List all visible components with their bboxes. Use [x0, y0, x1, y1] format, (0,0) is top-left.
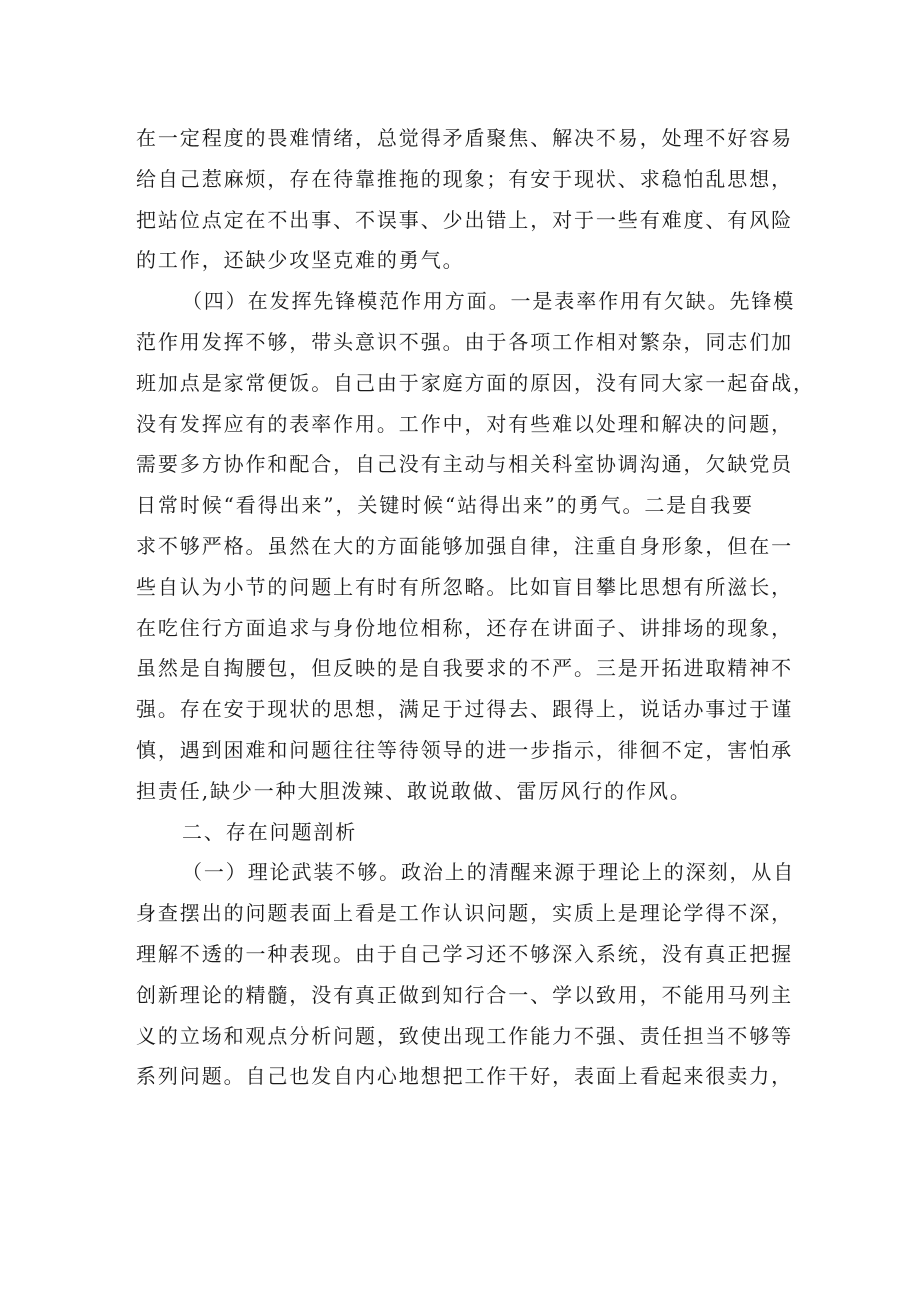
document-body — [136, 118, 815, 1097]
text-line: 日常时候“看得出来”，关键时候“站得出来”的勇气。二是自我要 — [136, 493, 754, 518]
text-line: 的工作，还缺少攻坚克难的勇气。 — [136, 248, 465, 273]
text-line: 把站位点定在不出事、不误事、少出错上，对于一些有难度、有风险 — [136, 207, 793, 232]
text-line: 在吃住行方面追求与身份地位相称，还存在讲面子、讲排场的现象， — [136, 615, 793, 640]
text-line: 身查摆出的问题表面上看是工作认识问题，实质上是理论学得不深， — [136, 901, 793, 926]
text-line: 些自认为小节的问题上有时有所忽略。比如盲目攀比思想有所滋长， — [136, 574, 793, 599]
section-heading: 二、存在问题剖析 — [182, 819, 358, 844]
text-line: 义的立场和观点分析问题，致使出现工作能力不强、责任担当不够等 — [136, 1023, 793, 1048]
paragraph-start-line: （四）在发挥先锋模范作用方面。一是表率作用有欠缺。先锋模 — [182, 289, 796, 314]
text-line: 系列问题。自己也发自内心地想把工作干好，表面上看起来很卖力， — [136, 1064, 793, 1089]
text-line: 虽然是自掏腰包，但反映的是自我要求的不严。三是开拓进取精神不 — [136, 656, 793, 681]
text-line: 没有发挥应有的表率作用。工作中，对有些难以处理和解决的问题， — [136, 411, 793, 436]
text-line: 担责任,缺少一种大胆泼辣、敢说敢做、雷厉风行的作风。 — [136, 778, 692, 803]
text-line: 范作用发挥不够，带头意识不强。由于各项工作相对繁杂，同志们加 — [136, 329, 793, 354]
text-line: 慎，遇到困难和问题往往等待领导的进一步指示，徘徊不定，害怕承 — [136, 737, 793, 762]
text-line: 在一定程度的畏难情绪，总觉得矛盾聚焦、解决不易，处理不好容易 — [136, 126, 793, 150]
paragraph-start-line: （一）理论武装不够。政治上的清醒来源于理论上的深刻，从自 — [182, 860, 796, 885]
text-line: 强。存在安于现状的思想，满足于过得去、跟得上，说话办事过于谨 — [136, 697, 793, 722]
text-line: 理解不透的一种表现。由于自己学习还不够深入系统，没有真正把握 — [136, 941, 793, 966]
text-line: 班加点是家常便饭。自己由于家庭方面的原因，没有同大家一起奋战， — [136, 370, 815, 395]
text-line: 创新理论的精髓，没有真正做到知行合一、学以致用，不能用马列主 — [136, 982, 793, 1007]
text-line: 给自己惹麻烦，存在待靠推拖的现象；有安于现状、求稳怕乱思想， — [136, 166, 793, 191]
text-line: 求不够严格。虽然在大的方面能够加强自律，注重自身形象，但在一 — [136, 533, 793, 558]
text-line: 需要多方协作和配合，自己没有主动与相关科室协调沟通，欠缺党员 — [136, 452, 793, 477]
